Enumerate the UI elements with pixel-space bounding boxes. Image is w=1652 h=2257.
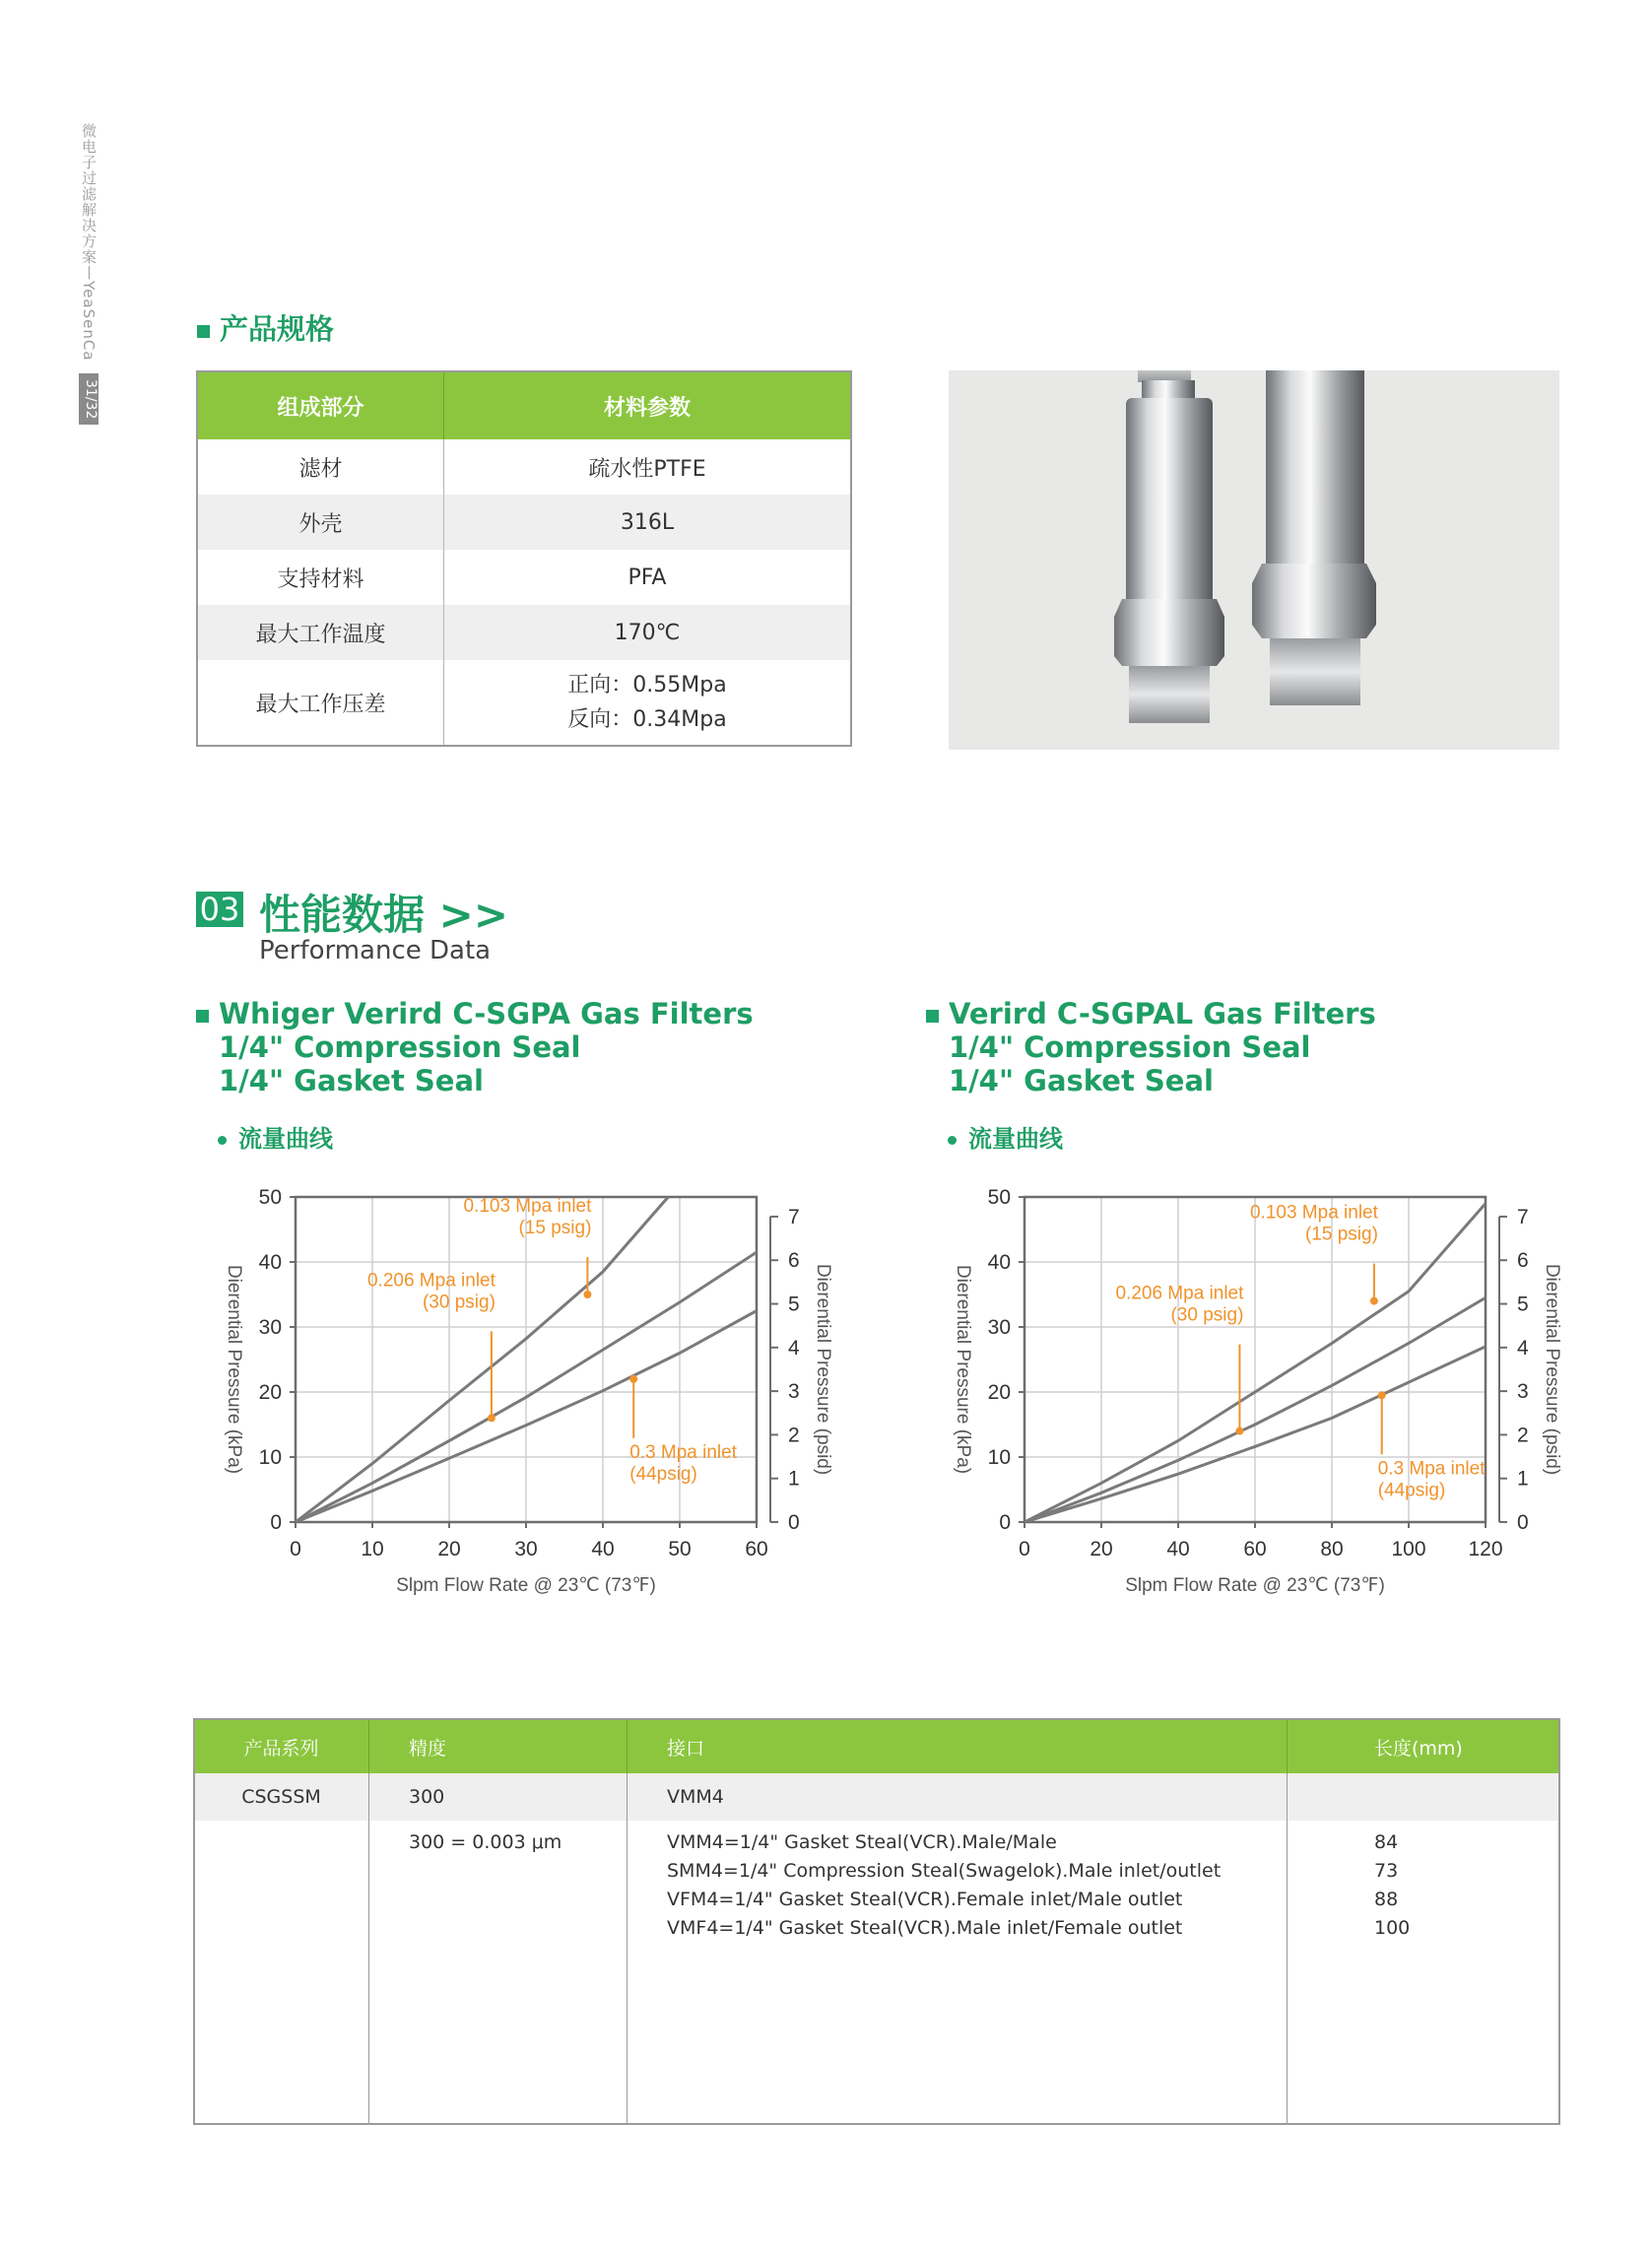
spec-row — [197, 550, 851, 605]
y2-axis-label: Dierential Pressure (psid) — [1542, 1263, 1562, 1476]
annotation-point — [488, 1414, 496, 1422]
side-label — [79, 123, 104, 425]
square-bullet-icon — [926, 1010, 939, 1023]
annotation-label: 0.206 Mpa inlet — [1115, 1283, 1244, 1304]
y-tick-label: 0 — [999, 1511, 1011, 1534]
y-tick-label: 50 — [258, 1186, 282, 1209]
chart-left-sub1: 1/4" Compression Seal — [219, 1030, 581, 1064]
y2-tick-label: 6 — [1517, 1249, 1529, 1273]
product-header-series: 产品系列 — [194, 1719, 369, 1773]
product-length — [1288, 1773, 1560, 1821]
y2-tick-label: 7 — [1517, 1205, 1529, 1228]
y-axis-label: Dierential Pressure (kPa) — [224, 1264, 244, 1475]
x-tick-label: 60 — [1243, 1538, 1267, 1560]
y-tick-label: 30 — [987, 1316, 1011, 1339]
x-tick-label: 50 — [668, 1538, 692, 1560]
y-tick-label: 40 — [258, 1251, 282, 1274]
x-tick-label: 40 — [1166, 1538, 1190, 1560]
y2-tick-label: 5 — [788, 1293, 800, 1316]
y-tick-label: 20 — [987, 1381, 1011, 1404]
annotation-label: 0.103 Mpa inlet — [1249, 1202, 1378, 1224]
page-number: 31/32 — [79, 373, 99, 425]
y-axis-label: Dierential Pressure (kPa) — [953, 1264, 973, 1475]
x-tick-label: 120 — [1468, 1538, 1503, 1560]
y2-tick-label: 6 — [788, 1249, 800, 1273]
chart-right-title: Verird C-SGPAL Gas Filters — [949, 997, 1376, 1030]
product-port-list — [628, 1821, 1288, 2124]
series-line — [296, 1197, 668, 1522]
product-series: CSGSSM — [194, 1773, 369, 1821]
product-header-port: 接口 — [628, 1719, 1288, 1773]
y2-tick-label: 4 — [1517, 1336, 1529, 1360]
product-header-precision: 精度 — [369, 1719, 628, 1773]
chart-right-flow: 流量曲线 — [968, 1125, 1063, 1153]
y2-tick-label: 3 — [788, 1380, 800, 1404]
chart-right-sub1: 1/4" Compression Seal — [949, 1030, 1311, 1064]
section-title: 性能数据 >> — [259, 891, 509, 939]
large-filter-icon — [1252, 370, 1376, 705]
y2-tick-label: 7 — [788, 1205, 800, 1228]
spec-value — [444, 660, 852, 746]
annotation-label: (30 psig) — [1170, 1304, 1244, 1326]
port-item: VFM4=1/4" Gasket Steal(VCR).Female inlet/Male outlet — [667, 1889, 1183, 1910]
annotation-label: 0.103 Mpa inlet — [463, 1196, 592, 1217]
spec-name: 滤材 — [197, 439, 444, 495]
dot-bullet-icon — [948, 1136, 957, 1145]
port-item: VMM4=1/4" Gasket Steal(VCR).Male/Male — [667, 1831, 1057, 1853]
small-filter-icon — [1114, 370, 1224, 723]
product-precision: 300 — [369, 1773, 628, 1821]
chart-right — [936, 1177, 1586, 1611]
annotation-point — [583, 1291, 591, 1298]
spec-row — [197, 495, 851, 550]
spec-value: 疏水性PTFE — [444, 439, 852, 495]
spec-name: 支持材料 — [197, 550, 444, 605]
annotation-label: 0.3 Mpa inlet — [1377, 1458, 1486, 1480]
x-tick-label: 0 — [290, 1538, 301, 1560]
y-tick-label: 10 — [987, 1446, 1011, 1469]
product-row — [194, 1773, 1559, 1821]
x-tick-label: 10 — [361, 1538, 384, 1560]
product-port: VMM4 — [628, 1773, 1288, 1821]
section-subtitle: Performance Data — [259, 936, 492, 965]
filter-illustration — [949, 370, 1559, 750]
chart-left-header — [196, 997, 754, 1154]
y2-tick-label: 2 — [788, 1424, 800, 1447]
spec-header-component: 组成部分 — [197, 371, 444, 439]
y-tick-label: 0 — [270, 1511, 282, 1534]
y2-tick-label: 3 — [1517, 1380, 1529, 1404]
x-tick-label: 20 — [437, 1538, 461, 1560]
chart-left-title-row — [196, 997, 754, 1030]
spec-table — [196, 370, 852, 747]
chart-left-title: Whiger Verird C-SGPA Gas Filters — [219, 997, 754, 1030]
x-tick-label: 80 — [1320, 1538, 1344, 1560]
port-item: SMM4=1/4" Compression Steal(Swagelok).Male inlet/outlet — [667, 1860, 1222, 1882]
spec-header-material: 材料参数 — [444, 371, 852, 439]
product-photo — [949, 370, 1559, 750]
chart-left-flow-row — [196, 1119, 754, 1154]
length-item: 88 — [1374, 1889, 1399, 1910]
annotation-label: (30 psig) — [422, 1292, 496, 1313]
x-tick-label: 40 — [591, 1538, 615, 1560]
x-tick-label: 20 — [1090, 1538, 1113, 1560]
chart-right-flow-row — [926, 1119, 1376, 1154]
annotation-label: (15 psig) — [1304, 1224, 1378, 1245]
length-item: 100 — [1374, 1917, 1411, 1939]
x-tick-label: 100 — [1391, 1538, 1426, 1560]
chart-left-sub2: 1/4" Gasket Seal — [219, 1064, 484, 1097]
product-length-list — [1288, 1821, 1560, 2124]
annotation-label: (44psig) — [629, 1463, 697, 1485]
chart-left — [207, 1177, 857, 1611]
y2-tick-label: 5 — [1517, 1293, 1529, 1316]
chart-right-sub2: 1/4" Gasket Seal — [949, 1064, 1214, 1097]
x-axis-label: Slpm Flow Rate @ 23℃ (73℉) — [1125, 1575, 1385, 1596]
y-tick-label: 20 — [258, 1381, 282, 1404]
x-tick-label: 30 — [514, 1538, 538, 1560]
spec-row — [197, 605, 851, 660]
side-brand-text: 微电子过滤解决方案丨YeaSenCa — [80, 123, 98, 362]
y2-axis-label: Dierential Pressure (psid) — [813, 1263, 833, 1476]
x-tick-label: 0 — [1019, 1538, 1030, 1560]
annotation-label: 0.206 Mpa inlet — [366, 1270, 496, 1292]
product-precision-detail: 300 = 0.003 μm — [369, 1821, 628, 2124]
y2-tick-label: 2 — [1517, 1424, 1529, 1447]
annotation-label: (44psig) — [1377, 1480, 1446, 1501]
spec-header-row — [197, 371, 851, 439]
annotation-point — [629, 1375, 637, 1383]
product-header-length: 长度(mm) — [1288, 1719, 1560, 1773]
y2-tick-label: 0 — [788, 1511, 800, 1534]
spec-value-forward: 正向：0.55Mpa — [567, 673, 727, 697]
port-item: VMF4=1/4" Gasket Steal(VCR).Male inlet/Female outlet — [667, 1917, 1183, 1939]
y2-tick-label: 0 — [1517, 1511, 1529, 1534]
product-detail-row — [194, 1821, 1559, 2124]
spec-name: 最大工作压差 — [197, 660, 444, 746]
dot-bullet-icon — [218, 1136, 227, 1145]
length-item: 73 — [1374, 1860, 1399, 1882]
square-bullet-icon — [197, 325, 210, 338]
y2-tick-label: 1 — [1517, 1467, 1529, 1491]
chart-right-title-row — [926, 997, 1376, 1030]
x-tick-label: 60 — [745, 1538, 768, 1560]
annotation-point — [1370, 1297, 1378, 1305]
spec-name: 最大工作温度 — [197, 605, 444, 660]
y-tick-label: 40 — [987, 1251, 1011, 1274]
spec-name: 外壳 — [197, 495, 444, 550]
product-table — [193, 1718, 1560, 2125]
annotation-point — [1235, 1427, 1243, 1435]
spec-value: 170℃ — [444, 605, 852, 660]
spec-heading — [197, 307, 334, 348]
square-bullet-icon — [196, 1010, 209, 1023]
y2-tick-label: 4 — [788, 1336, 800, 1360]
product-header-row — [194, 1719, 1559, 1773]
spec-row — [197, 439, 851, 495]
x-axis-label: Slpm Flow Rate @ 23℃ (73℉) — [396, 1575, 656, 1596]
spec-row — [197, 660, 851, 746]
spec-value-reverse: 反向：0.34Mpa — [567, 707, 727, 732]
y-tick-label: 30 — [258, 1316, 282, 1339]
product-series-empty — [194, 1821, 369, 2124]
y2-tick-label: 1 — [788, 1467, 800, 1491]
spec-title: 产品规格 — [220, 312, 335, 346]
chart-left-flow: 流量曲线 — [238, 1125, 333, 1153]
section-number: 03 — [196, 892, 243, 927]
spec-value: PFA — [444, 550, 852, 605]
annotation-label: 0.3 Mpa inlet — [629, 1441, 737, 1463]
y-tick-label: 50 — [987, 1186, 1011, 1209]
y-tick-label: 10 — [258, 1446, 282, 1469]
chart-right-header — [926, 997, 1376, 1154]
annotation-point — [1378, 1391, 1386, 1399]
length-item: 84 — [1374, 1831, 1399, 1853]
annotation-label: (15 psig) — [518, 1218, 592, 1238]
spec-value: 316L — [444, 495, 852, 550]
